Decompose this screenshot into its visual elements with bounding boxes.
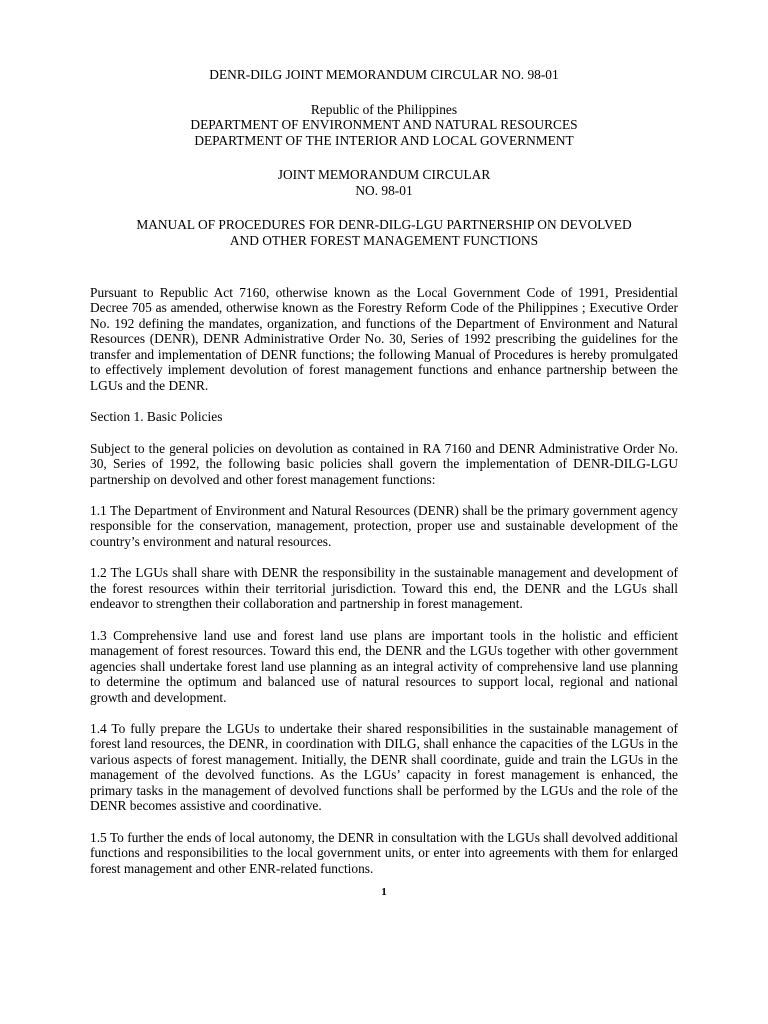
policy-1-4: 1.4 To fully prepare the LGUs to undertake their shared responsibilities in the sustainable management of forest land resources, the DENR, in coordination with DILG, shall enhance the capacities of the LGUs in the various aspects of forest management. Initially, the DENR shall coordinate, guide and train the LGUs in the management of the devolved functions. As the LGUs’ capacity in forest management is enhanced, the primary tasks in the management of devolved functions shall be performed by the LGUs and the role of the DENR becomes assistive and coordinative. [90,721,678,814]
preamble-paragraph: Pursuant to Republic Act 7160, otherwise known as the Local Government Code of 1991, Presidential Decree 705 as amended, otherwise known as the Forestry Reform Code of the Philippines ; Executive Order No. 192 defining the mandates, organization, and functions of the Department of Environment and Natural Resources (DENR), DENR Administrative Order No. 30, Series of 1992 prescribing the guidelines for the transfer and implementation of DENR functions; the following Manual of Procedures is hereby promulgated to effectively implement devolution of forest management functions and enhance partnership between the LGUs and the DENR. [90,285,678,393]
section-1-heading: Section 1. Basic Policies [90,409,223,425]
circular-label-block [90,167,678,198]
circular-label: JOINT MEMORANDUM CIRCULAR [277,167,491,182]
department-dilg: DEPARTMENT OF THE INTERIOR AND LOCAL GOVERNMENT [194,132,574,148]
republic-line: Republic of the Philippines [310,101,458,117]
subject-line-2: AND OTHER FOREST MANAGEMENT FUNCTIONS [229,232,539,248]
subject-heading [90,217,678,248]
circular-number: NO. 98-01 [355,182,413,198]
page-number: 1 [381,886,387,898]
policy-1-3: 1.3 Comprehensive land use and forest land use plans are important tools in the holistic and efficient management of forest resources. Toward this end, the DENR and the LGUs together with other government agencies shall undertake forest land use planning as an integral activity of comprehensive land use planning to determine the optimum and balanced use of natural resources to support local, regional and national growth and development. [90,627,678,705]
section-1-intro: Subject to the general policies on devolution as contained in RA 7160 and DENR Administrative Order No. 30, Series of 1992, the following basic policies shall govern the implementation of DENR-DILG-LGU partnership on devolved and other forest management functions: [90,440,678,487]
policy-1-5: 1.5 To further the ends of local autonomy, the DENR in consultation with the LGUs shall devolved additional functions and responsibilities to the local government units, or enter into agreements with them for enlarged forest management and other ENR-related functions. [90,829,678,876]
subject-line-1: MANUAL OF PROCEDURES FOR DENR-DILG-LGU PARTNERSHIP ON DEVOLVED [136,217,632,232]
department-denr: DEPARTMENT OF ENVIRONMENT AND NATURAL RESOURCES [190,117,578,132]
government-header [90,102,678,149]
policy-1-1: 1.1 The Department of Environment and Natural Resources (DENR) shall be the primary government agency responsible for the conservation, management, protection, proper use and sustainable development of the country’s environment and natural resources. [90,503,678,549]
policy-1-2: 1.2 The LGUs shall share with DENR the responsibility in the sustainable management and development of the forest resources within their territorial jurisdiction. Toward this end, the DENR and the LGUs shall endeavor to strengthen their collaboration and partnership in forest management. [90,565,678,612]
circular-title: DENR-DILG JOINT MEMORANDUM CIRCULAR NO. 98-01 [209,67,559,82]
